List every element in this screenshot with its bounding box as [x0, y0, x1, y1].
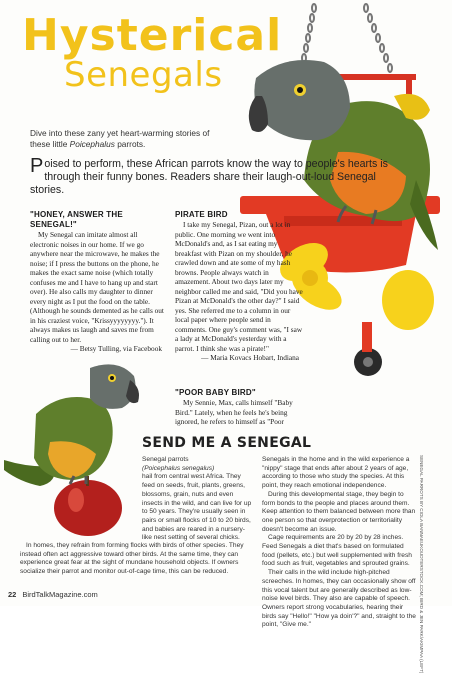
- story-body: My Sennie, Max, calls himself "Baby Bird." Lately, when he feels he's being ignored, he refers to himself as "Poor: [175, 398, 293, 426]
- chain-right: [364, 4, 392, 72]
- story-signature: — Maria Kovacs Hobart, Indiana: [201, 353, 299, 362]
- page-number: 22: [8, 590, 17, 599]
- section-col1-intro: Senegal parrots: [142, 456, 189, 463]
- section-column-2: [262, 456, 418, 630]
- story-heading: "HONEY, ANSWER THE SENEGAL!": [30, 210, 123, 229]
- title-line-1: Hysterical: [22, 10, 283, 61]
- section-column-1: [142, 456, 252, 543]
- story-heading: PIRATE BIRD: [175, 210, 228, 219]
- story-pirate-bird: [175, 210, 303, 363]
- story-body: My Senegal can imitate almost all electronic noises in our home. If we go anywhere near the microwave, he makes the noise; if I press the buttons on the phone, he makes the exact same noise (which totally confuses me and I have to hang up and start over). He also calls my daughter to dinner every night as I put the food on the table. (Although he sounds demented as he calls out in his craziest voice, "Krissyyyyyyyy."). It always makes us laugh and saves me from calling out to her.: [30, 230, 164, 344]
- title-line-2: Senegals: [64, 55, 223, 95]
- section-column-1-continued: [20, 542, 260, 577]
- section-col2-p3: Cage requirements are 20 by 20 by 28 inches. Feed Senegals a diet that's based on formulated food (pellets, etc.) but well supplemented with fresh food such as fruit, vegetables and sprouted grains.: [262, 534, 412, 568]
- section-heading: SEND ME A SENEGAL: [142, 435, 312, 451]
- page-footer: [8, 590, 98, 599]
- drop-cap: P: [30, 155, 44, 177]
- intro-text: Dive into these zany yet heart-warming stories of these little Poicephalus parrots.: [30, 128, 210, 149]
- story-poor-baby-bird: [175, 388, 295, 427]
- section-col1-species: (Poicephalus senegalus): [142, 464, 215, 472]
- lead-paragraph: Poised to perform, these African parrots know the way to people's hearts is through their funny bones. Readers share their laugh-out-loud Senegal stories.: [30, 155, 388, 196]
- section-col2-p4: Their calls in the wild include high-pitched screeches. In homes, they can occasionally show off this vocal talent but are generally described as low-noise level birds. They also are capable of speech. Owners report strong vocabularies, hearing their birds say "Hello!" "How ya doin'?" and, straight to the point, "Give me.": [262, 569, 416, 629]
- site-link[interactable]: BirdTalkMagazine.com: [22, 590, 98, 599]
- story-heading: "POOR BABY BIRD": [175, 388, 256, 397]
- section-col1-continued: In homes, they refrain from forming flocks with birds of other species. They instead often act aggressive toward other birds. At the same time, they can experience great fear at the sight of mundane household objects. If owners socialize their parrot and monitor out-of-cage time, this can be reduced.: [20, 542, 244, 576]
- parrot-on-apple-illustration: [0, 350, 142, 536]
- section-col2-p2: During this developmental stage, they begin to form bonds to the people and places around them. Keep attention to them balanced between more than one person so that overprotection or territoriality doesn't become an issue.: [262, 490, 416, 533]
- section-col2-p1: Senegals in the home and in the wild experience a "nippy" stage that ends after about 2 years of age, according to those who study the species. At this point, they reach emotional independence.: [262, 456, 410, 490]
- story-body: I take my Senegal, Pizan, out a lot in public. One morning we went into McDonald's and, as I sat eating my breakfast with Pizan on my shoulder, he crawled down and ate some of my hash browns. People always watch in amazement. About two days later my neighbor called me and said, "Did you have Pizan at McDonald's the other day?" I said yes. She referred me to a column in our local paper where people send in comments. One guy's comment was, "I saw a lady at McDonald's yesterday with a parrot. I think she was a pirate!": [175, 220, 303, 353]
- story-honey-answer: [30, 210, 166, 354]
- story-signature: — Betsy Tulling, via Facebook: [70, 344, 162, 353]
- photo-credit: SENEGAL PARROTS BY CIOLA BANNAEUKOUDTERSTOCK.COM; BIRD & JEN PARK/AKIMPAA (LEFT): [419, 455, 424, 673]
- section-col1-body: hail from central west Africa. They feed on seeds, fruit, plants, greens, blossoms, grain, nuts and even insects in the wild, and can live for up to 50 years. They're usually seen in pairs or small flocks of 10 to 20 birds, and babies are reared in a nursery-like nest setting of several chicks.: [142, 473, 252, 542]
